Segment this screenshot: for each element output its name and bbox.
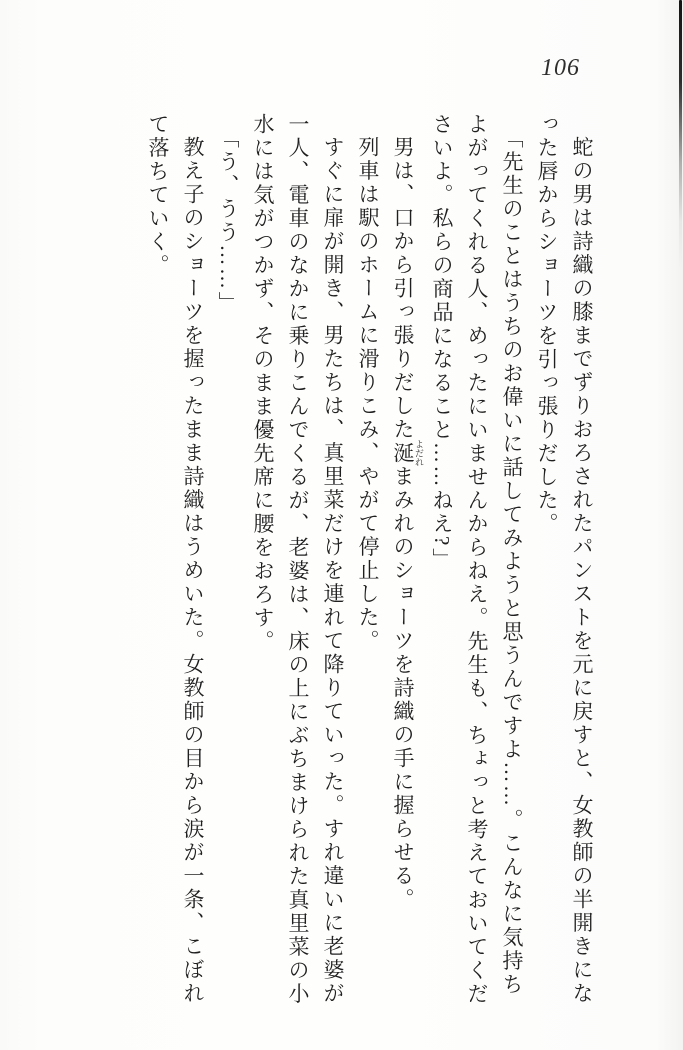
page-edge-shadow bbox=[679, 0, 682, 270]
page-number: 106 bbox=[541, 55, 580, 81]
ruby-annotation: 涎 よだれ bbox=[391, 439, 424, 467]
paragraph bbox=[385, 113, 424, 1010]
text-run: 教え子のショーツを握ったまま詩織はうめいた。女教師の目から涙が一条、こぼれて落ちていく。 bbox=[146, 113, 205, 1006]
furigana: よだれ bbox=[414, 439, 424, 467]
text-run: まみれのショーツを詩織の手に握らせる。 bbox=[391, 465, 415, 912]
text-run: 「う、うう……」 bbox=[216, 127, 240, 315]
dialogue-paragraph bbox=[424, 113, 529, 1010]
body-text bbox=[140, 113, 599, 1010]
text-run: 列車は駅のホームに滑りこみ、やがて停止した。 bbox=[356, 136, 380, 653]
text-run: 蛇の男は詩織の膝までずりおろされたパンストを元に戻すと、女教師の半開きになった唇からショーツを引っ張りだした。 bbox=[535, 113, 594, 1006]
dialogue-paragraph bbox=[210, 113, 245, 1010]
paragraph bbox=[350, 113, 385, 1010]
text-run: すぐに扉が開き、男たちは、真里菜だけを連れて降りていった。すれ違いに老婆が一人、電車のなかに乗りこんでくるが、老婆は、床の上にぶちまけられた真里菜の小水には気がつかず、そのまま優先席に腰をおろす。 bbox=[251, 113, 345, 1006]
paragraph bbox=[140, 113, 210, 1010]
text-run: 「先生のことはうちのお偉いに話してみようと思うんですよ……。こんなに気持ちよがってくれる人、めったにいませんからねえ。先生も、ちょっと考えておいてくださいよ。私らの商品になること……ねえ?」 bbox=[430, 113, 524, 1006]
paragraph bbox=[529, 113, 599, 1010]
text-run: 男は、口から引っ張りだした bbox=[391, 136, 415, 442]
paragraph bbox=[245, 113, 350, 1010]
